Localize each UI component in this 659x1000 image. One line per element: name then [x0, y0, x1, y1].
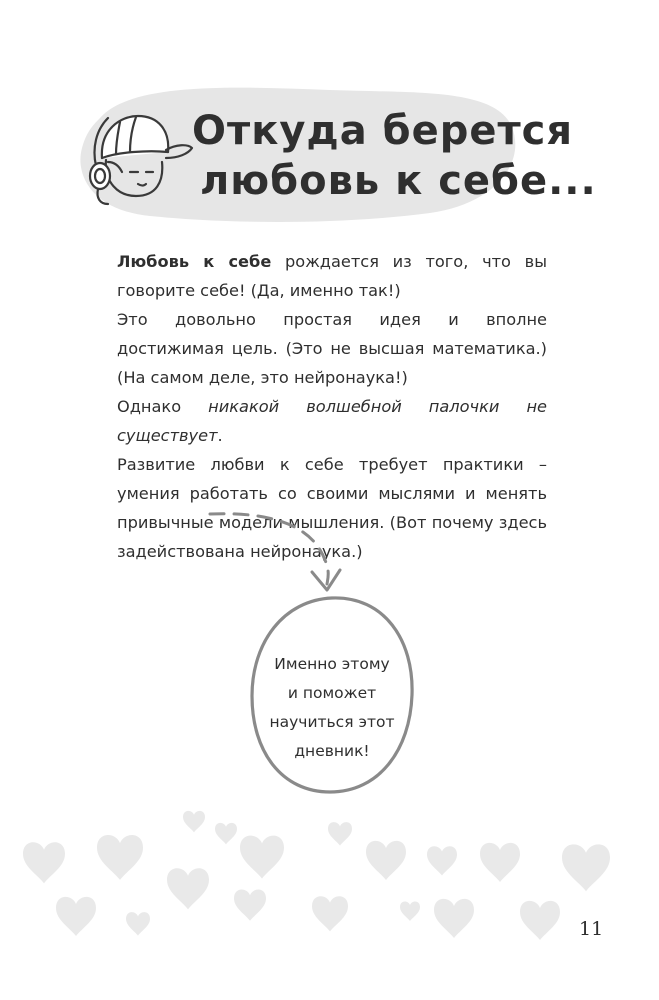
paragraph-1-rest: рождается из того, что вы говорите себе! (Да, именно так!): [117, 252, 547, 300]
heart-icon: [366, 841, 406, 880]
heart-icon: [427, 846, 457, 875]
page-title-line-1: Откуда берется: [192, 108, 574, 154]
paragraph-2: Это довольно простая идея и вполне достижимая цель. (Это не высшая математика.) (На самом деле, это нейронаука!): [117, 310, 547, 387]
mascot-headphones-icon: [78, 100, 198, 210]
heart-icon: [562, 844, 610, 891]
heart-icon: [167, 868, 209, 909]
heart-icon: [520, 901, 560, 940]
heart-icon: [56, 897, 96, 936]
heart-icon: [183, 811, 205, 832]
bold-phrase: Любовь к себе: [117, 252, 272, 271]
callout-line-1: Именно этому: [274, 655, 390, 673]
callout-text: [262, 650, 402, 766]
heart-icon: [328, 822, 352, 845]
heart-icon: [97, 835, 143, 880]
heart-icon: [23, 842, 65, 883]
paragraph-4: Развитие любви к себе требует практики – умения работать со своими мыслями и менять привычные модели мышления. (Вот почему здесь задействована нейронаука.): [117, 455, 547, 561]
italic-phrase: никакой волшебной палочки не существует: [117, 397, 548, 445]
heart-icon: [126, 912, 150, 935]
hearts-decoration: [0, 790, 659, 960]
heart-icon: [434, 899, 474, 938]
paragraph-3-end: .: [217, 426, 223, 445]
heart-icon: [215, 823, 237, 844]
heart-icon: [234, 890, 266, 921]
page-title-line-2: любовь к себе...: [200, 158, 597, 204]
heart-icon: [240, 836, 284, 879]
heart-icon: [480, 843, 520, 882]
callout-line-4: дневник!: [294, 742, 370, 760]
callout-line-2: и поможет: [287, 684, 377, 702]
page-number: 11: [579, 918, 604, 940]
heart-icon: [400, 901, 420, 921]
heart-icon: [312, 896, 348, 931]
callout-line-3: научиться этот: [269, 713, 395, 731]
paragraph-3-start: Однако: [117, 397, 209, 416]
paragraph-3: [117, 392, 547, 450]
paragraph-1: [117, 247, 547, 305]
